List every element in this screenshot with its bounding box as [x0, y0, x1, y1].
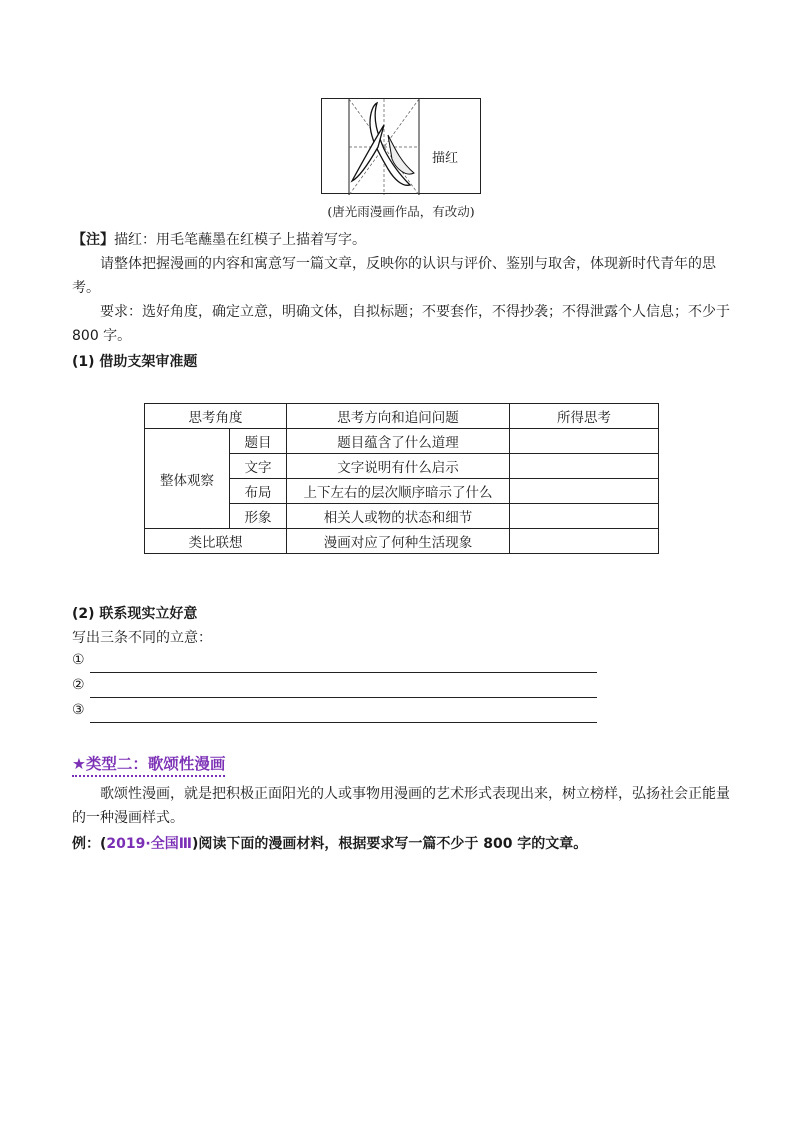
answer-cell[interactable]: [510, 479, 659, 504]
sub-label: 题目: [230, 429, 287, 454]
answer-cell[interactable]: [510, 529, 659, 554]
answer-cell[interactable]: [510, 504, 659, 529]
header-cell: 思考角度: [145, 404, 287, 429]
question-cell: 文字说明有什么启示: [287, 454, 510, 479]
blank-number: ①: [72, 652, 85, 668]
instruction-text: 写出三条不同的立意：: [72, 630, 212, 646]
blank-line-3[interactable]: [72, 702, 602, 726]
section2-heading: (2) 联系现实立好意: [72, 606, 198, 622]
example-source: 2019·全国Ⅲ: [106, 836, 192, 852]
example-suffix: )阅读下面的漫画材料，根据要求写一篇不少于 800 字的文章。: [191, 836, 588, 852]
analysis-table: [144, 403, 659, 554]
sub-label: 形象: [230, 504, 287, 529]
prompt-paragraph: 请整体把握漫画的内容和寓意写一篇文章，反映你的认识与评价、鉴别与取舍，体现新时代青年的思考。: [72, 256, 716, 296]
note-text: 描红：用毛笔蘸墨在红模子上描着写字。: [114, 232, 366, 248]
figure-caption: (唐光雨漫画作品，有改动): [327, 204, 475, 219]
table-row: [145, 529, 659, 554]
answer-cell[interactable]: [510, 429, 659, 454]
requirement-paragraph: 要求：选好角度，确定立意，明确文体，自拟标题；不要套作，不得抄袭；不得泄露个人信息；不少于 800 字。: [72, 304, 730, 344]
question-cell: 漫画对应了何种生活现象: [287, 529, 510, 554]
comic-figure: [321, 98, 481, 194]
figure-label: 描红: [432, 151, 459, 166]
question-cell: 题目蕴含了什么道理: [287, 429, 510, 454]
type2-heading: [72, 752, 225, 774]
blank-number: ③: [72, 702, 85, 718]
blank-line-1[interactable]: [72, 652, 602, 676]
example-prefix: 例：(: [72, 836, 107, 852]
last-row-label: 类比联想: [145, 529, 287, 554]
type2-title: ★类型二：歌颂性漫画: [72, 755, 225, 777]
table-row: [145, 429, 659, 454]
blank-line-2[interactable]: [72, 677, 602, 701]
question-cell: 上下左右的层次顺序暗示了什么: [287, 479, 510, 504]
blank-number: ②: [72, 677, 85, 693]
note-paragraph: [72, 228, 732, 252]
answer-cell[interactable]: [510, 454, 659, 479]
group-label: 整体观察: [145, 429, 230, 529]
header-cell: 所得思考: [510, 404, 659, 429]
sub-label: 文字: [230, 454, 287, 479]
section1-heading: (1) 借助支架审准题: [72, 354, 198, 370]
sub-label: 布局: [230, 479, 287, 504]
header-cell: 思考方向和追问问题: [287, 404, 510, 429]
table-header-row: [145, 404, 659, 429]
type2-description: 歌颂性漫画，就是把积极正面阳光的人或事物用漫画的艺术形式表现出来，树立榜样，弘扬社会正能量的一种漫画样式。: [72, 786, 730, 826]
question-cell: 相关人或物的状态和细节: [287, 504, 510, 529]
example-line: [72, 832, 732, 856]
note-mark: 【注】: [72, 232, 114, 248]
